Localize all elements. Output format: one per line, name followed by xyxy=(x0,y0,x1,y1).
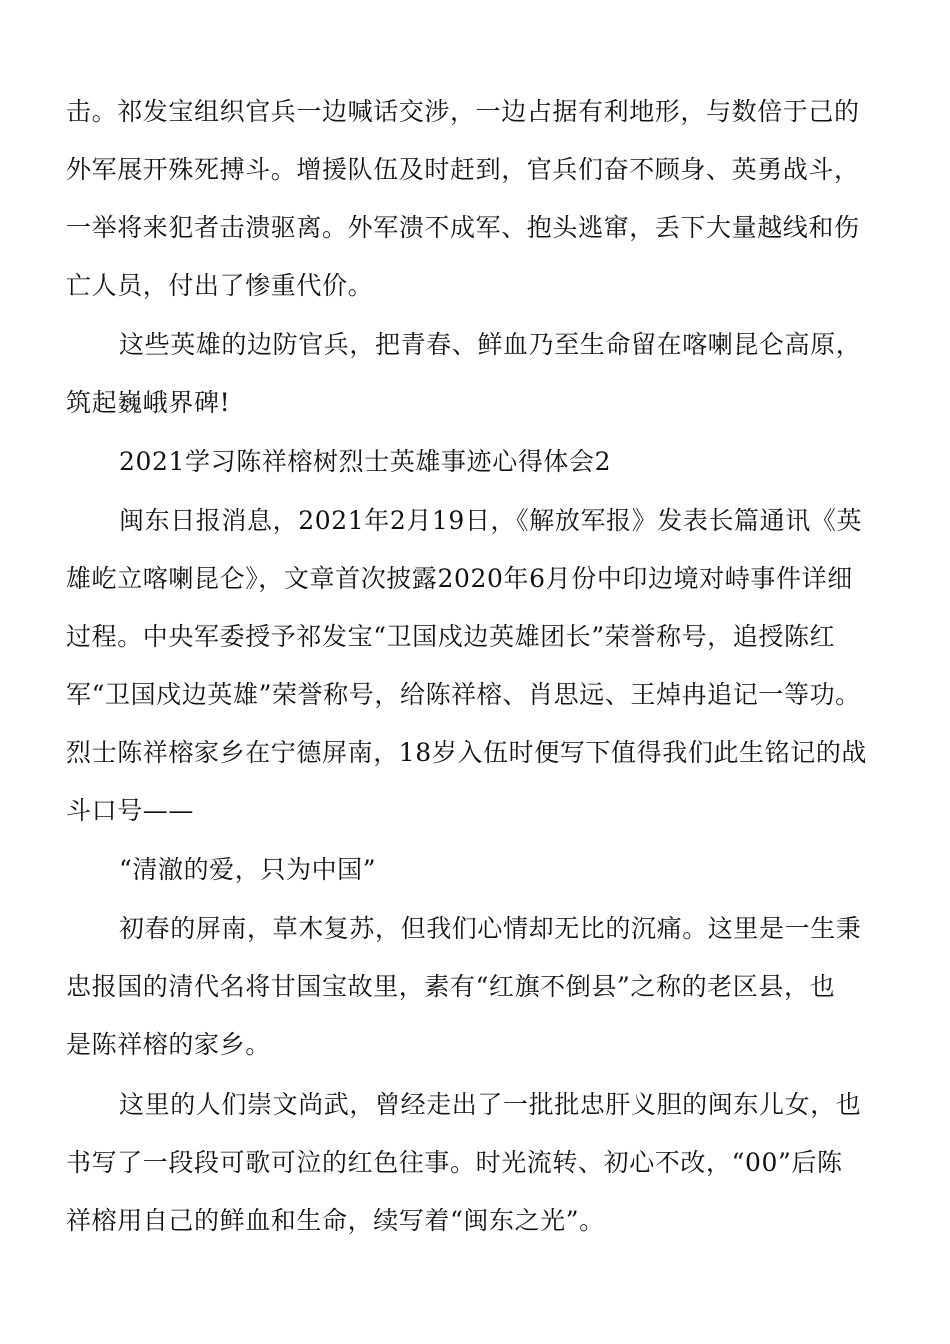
text-line: 这些英雄的边防官兵，把青春、鲜血乃至生命留在喀喇昆仑高原， xyxy=(119,330,862,359)
text-line: 亡人员，付出了惨重代价。 xyxy=(66,271,374,300)
text-line: 斗口号—— xyxy=(66,796,195,825)
text-line: 闽东日报消息，2021年2月19日，《解放军报》发表长篇通讯《英 xyxy=(119,506,863,535)
text-line: 是陈祥榕的家乡。 xyxy=(66,1030,271,1059)
text-line: 一举将来犯者击溃驱离。外军溃不成军、抱头逃窜，丢下大量越线和伤 xyxy=(66,213,860,242)
text-line: 外军展开殊死搏斗。增援队伍及时赶到，官兵们奋不顾身、英勇战斗， xyxy=(66,155,860,184)
text-line: 雄屹立喀喇昆仑》，文章首次披露2020年6月份中印边境对峙事件详细 xyxy=(66,564,853,593)
text-line: 祥榕用自己的鲜血和生命，续写着“闽东之光”。 xyxy=(66,1206,605,1235)
text-line: 忠报国的清代名将甘国宝故里，素有“红旗不倒县”之称的老区县，也 xyxy=(66,972,836,1001)
text-line: 书写了一段段可歌可泣的红色往事。时光流转、初心不改，“00”后陈 xyxy=(66,1148,843,1177)
section-title: 2021学习陈祥榕树烈士英雄事迹心得体会2 xyxy=(119,447,612,476)
text-line: 这里的人们崇文尚武，曾经走出了一批批忠肝义胆的闽东儿女，也 xyxy=(119,1090,862,1119)
text-line: 军“卫国戍边英雄”荣誉称号，给陈祥榕、肖思远、王焯冉追记一等功。 xyxy=(66,680,861,709)
quote-line: “清澈的爱，只为中国” xyxy=(119,855,377,884)
text-line: 初春的屏南，草木复苏，但我们心情却无比的沉痛。这里是一生秉 xyxy=(119,914,862,943)
text-line: 烈士陈祥榕家乡在宁德屏南，18岁入伍时便写下值得我们此生铭记的战 xyxy=(66,738,868,767)
text-line: 击。祁发宝组织官兵一边喊话交涉，一边占据有利地形，与数倍于己的 xyxy=(66,97,860,126)
text-line: 筑起巍峨界碑! xyxy=(66,388,231,417)
text-line: 过程。中央军委授予祁发宝“卫国戍边英雄团长”荣誉称号，追授陈红 xyxy=(66,622,836,651)
